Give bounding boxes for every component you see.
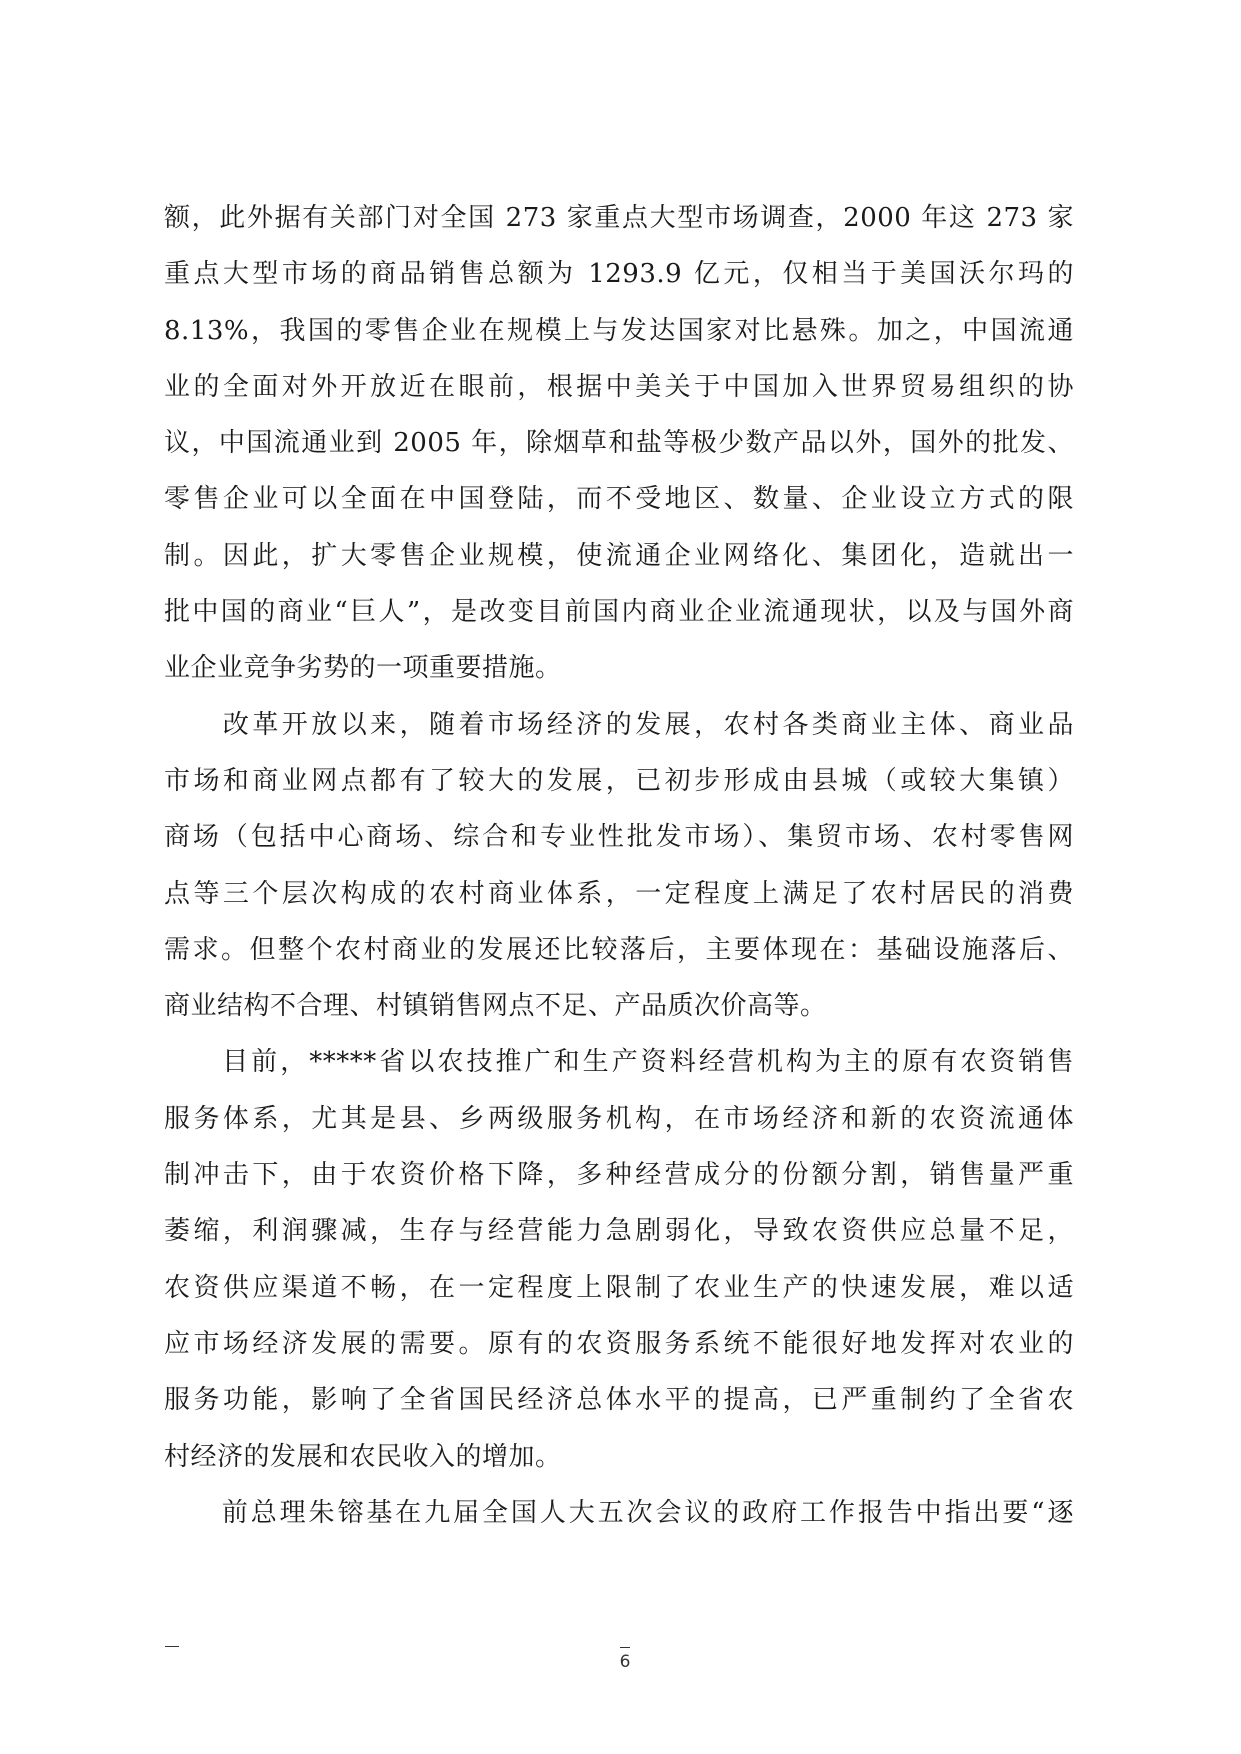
text-line: 额，此外据有关部门对全国 273 家重点大型市场调查，2000 年这 273 家: [164, 203, 1074, 233]
text-line: 商业结构不合理、村镇销售网点不足、产品质次价高等。: [164, 991, 827, 1022]
footer-left-rule: [165, 1646, 179, 1647]
text-line: 重点大型市场的商品销售总额为 1293.9 亿元，仅相当于美国沃尔玛的: [164, 259, 1074, 290]
text-line: 服务体系，尤其是县、乡两级服务机构，在市场经济和新的农资流通体: [164, 1103, 1074, 1134]
text-line: 制。因此，扩大零售企业规模，使流通企业网络化、集团化，造就出一: [164, 540, 1074, 571]
text-line: 制冲击下，由于农资价格下降，多种经营成分的份额分割，销售量严重: [164, 1160, 1074, 1191]
text-line: 点等三个层次构成的农村商业体系，一定程度上满足了农村居民的消费: [164, 878, 1074, 909]
text-line: 零售企业可以全面在中国登陆，而不受地区、数量、企业设立方式的限: [164, 484, 1074, 515]
text-line: 业企业竞争劣势的一项重要措施。: [164, 653, 562, 684]
text-line: 目前，*****省以农技推广和生产资料经营机构为主的原有农资销售: [164, 1047, 1074, 1078]
text-line: 需求。但整个农村商业的发展还比较落后，主要体现在：基础设施落后、: [164, 934, 1074, 965]
text-line: 市场和商业网点都有了较大的发展，已初步形成由县城（或较大集镇）: [164, 765, 1074, 796]
footer-center-rule: [620, 1647, 630, 1648]
text-line: 服务功能，影响了全省国民经济总体水平的提高，已严重制约了全省农: [164, 1385, 1074, 1416]
text-line: 议，中国流通业到 2005 年，除烟草和盐等极少数产品以外，国外的批发、: [164, 428, 1074, 459]
paragraph-4: [164, 1485, 1074, 1541]
paragraph-1: [164, 190, 1074, 697]
text-line: 萎缩，利润骤减，生存与经营能力急剧弱化，导致农资供应总量不足，: [164, 1216, 1074, 1247]
text-line: 农资供应渠道不畅，在一定程度上限制了农业生产的快速发展，难以适: [164, 1272, 1074, 1303]
text-line: 前总理朱镕基在九届全国人大五次会议的政府工作报告中指出要“逐: [164, 1497, 1074, 1528]
text-line: 批中国的商业“巨人”，是改变目前国内商业企业流通现状，以及与国外商: [164, 597, 1074, 628]
paragraph-3: [164, 1034, 1074, 1484]
text-line: 改革开放以来，随着市场经济的发展，农村各类商业主体、商业品: [164, 709, 1074, 740]
body-text: [164, 190, 1074, 1541]
paragraph-2: [164, 697, 1074, 1035]
text-line: 应市场经济发展的需要。原有的农资服务系统不能很好地发挥对农业的: [164, 1328, 1074, 1359]
page-number: 6: [619, 1652, 631, 1672]
text-line: 村经济的发展和农民收入的增加。: [164, 1441, 562, 1472]
text-line: 商场（包括中心商场、综合和专业性批发市场）、集贸市场、农村零售网: [164, 822, 1074, 853]
text-line: 业的全面对外开放近在眼前，根据中美关于中国加入世界贸易组织的协: [164, 371, 1074, 402]
text-line: 8.13%，我国的零售企业在规模上与发达国家对比悬殊。加之，中国流通: [164, 315, 1074, 346]
